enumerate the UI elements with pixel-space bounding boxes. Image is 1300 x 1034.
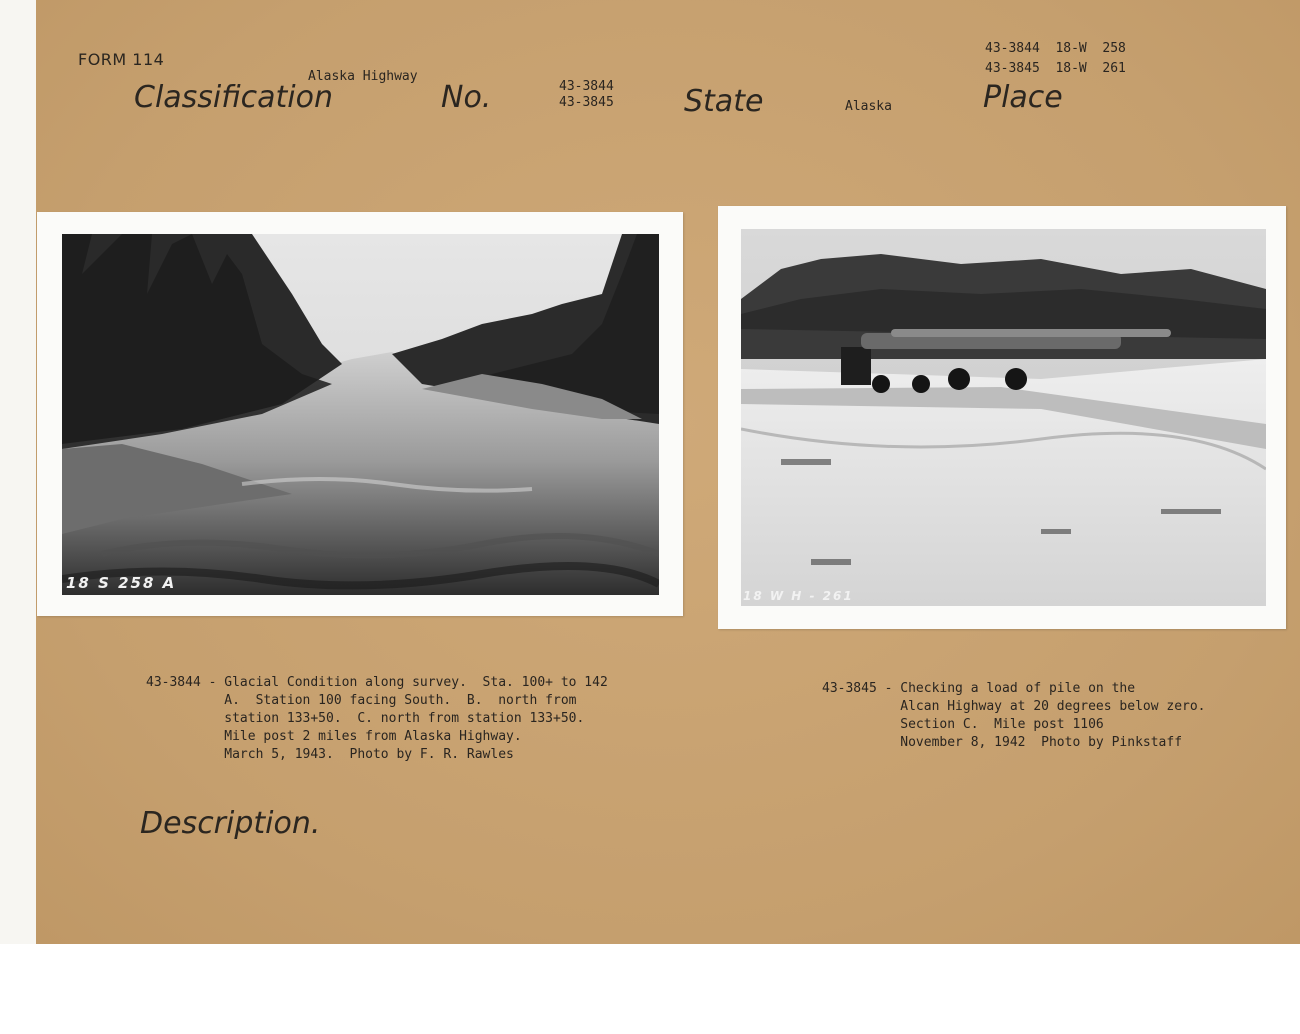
state-label: State (684, 84, 764, 119)
form-number: FORM 114 (78, 50, 165, 69)
caption-1-line-4: Mile post 2 miles from Alaska Highway. (146, 729, 522, 744)
classification-label: Classification (134, 80, 333, 115)
caption-2-line-2: Alcan Highway at 20 degrees below zero. (822, 699, 1206, 714)
scan-margin-left (0, 0, 36, 944)
number-value-1: 43-3844 (559, 79, 614, 94)
photo-plate-label-1: 18 S 258 A (66, 574, 177, 592)
photo-glacial-condition (62, 234, 659, 595)
caption-2-line-3: Section C. Mile post 1106 (822, 717, 1104, 732)
caption-1-line-1: 43-3844 - Glacial Condition along survey. Sta. 100+ to 142 (146, 675, 608, 690)
scan-margin-bottom (0, 944, 1300, 1034)
photo-card-1 (37, 212, 683, 616)
description-label: Description. (140, 806, 321, 841)
caption-2-line-1: 43-3845 - Checking a load of pile on the (822, 681, 1136, 696)
place-value-2: 43-3845 18-W 261 (985, 61, 1126, 76)
caption-1-line-2: A. Station 100 facing South. B. north from (146, 693, 577, 708)
photo-card-2 (718, 206, 1286, 629)
photo-plate-label-2: 18 W H - 261 (743, 589, 854, 603)
caption-2-line-4: November 8, 1942 Photo by Pinkstaff (822, 735, 1183, 750)
caption-1-line-5: March 5, 1943. Photo by F. R. Rawles (146, 747, 514, 762)
photo-checking-pile (741, 229, 1266, 606)
classification-value: Alaska Highway (308, 69, 418, 84)
caption-1-line-3: station 133+50. C. north from station 133+50. (146, 711, 585, 726)
state-value: Alaska (845, 99, 892, 114)
number-label: No. (441, 80, 492, 115)
number-value-2: 43-3845 (559, 95, 614, 110)
place-value-1: 43-3844 18-W 258 (985, 41, 1126, 56)
place-label: Place (983, 80, 1063, 115)
